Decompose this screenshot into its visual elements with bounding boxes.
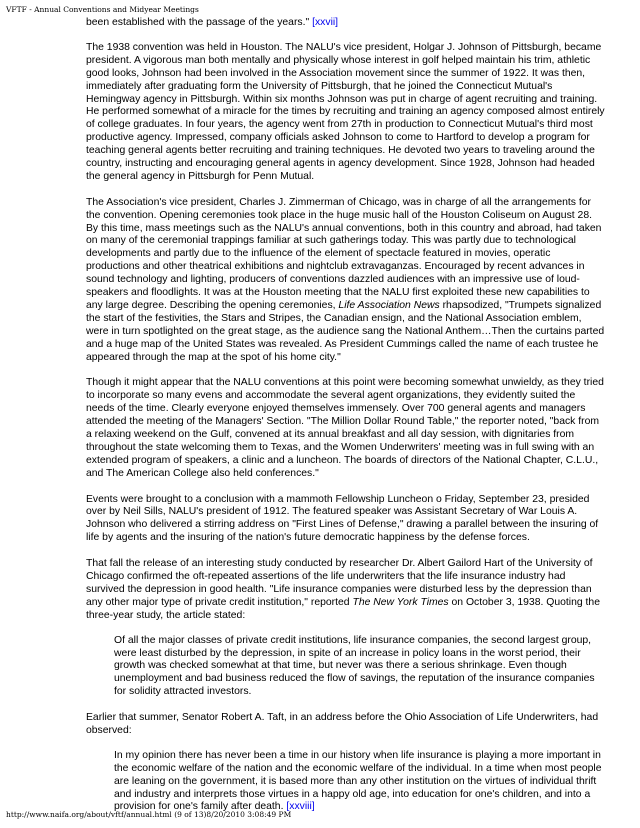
- paragraph-continuation: [86, 17, 606, 30]
- page-header: VFTF - Annual Conventions and Midyear Meetings: [6, 5, 199, 14]
- paragraph-fellowship-luncheon: Events were brought to a conclusion with a mammoth Fellowship Luncheon o Friday, September 23, presided over by Neil Sills, NALU's president of 1912. The featured speaker was Assistant Secretary of War Louis A. Johnson who delivered a stirring address on "First Lines of Defense," drawing a parallel between the insuring of life by agents and the insuring of the nation's future democratic happiness by the defense forces.: [86, 493, 599, 544]
- footnote-link-xxviii[interactable]: [xxviii]: [286, 801, 315, 813]
- paragraph-1938-convention: The 1938 convention was held in Houston. The NALU's vice president, Holgar J. Johnson of Pittsburgh, became president. A vigorous man both mentally and physically whose interest in golf helped maintain his trim, athletic good looks, Johnson had been involved in the Association movement since the summer of 1922. It was then, immediately after graduating form the University of Pittsburgh, that he joined the Connecticut Mutual's Hemingway agency in Pittsburgh. Within six months Johnson was put in charge of agent recruiting and training. He performed somewhat of a miracle for the times by recruiting and training an agency composed almost entirely of college graduates. In four years, the agency went from 27th in production to Connecticut Mutual's third most productive agency. Impressed, company officials asked Johnson to come to Hartford to develop a program for teaching general agents better recruiting and training techniques. He devoted two years to traveling around the country, instructing and encouraging general agents in agency development. Since 1928, Johnson had headed the general agency in Pittsburgh for Penn Mutual.: [86, 41, 605, 182]
- paragraph-study: [86, 558, 606, 623]
- paragraph-text: That fall the release of an interesting study conducted by researcher Dr. Albert Gailord Hart of the University of Chicago confirmed the oft-repeated assertions of the life underwriters that the life insurance industry had survived the depression in good health. "Life insurance companies were disturbed less by the depression than any other major type of private credit institution," reported: [86, 558, 593, 608]
- paragraph-text: been established with the passage of the years.": [86, 17, 310, 28]
- paragraph-conventions-unwieldy: Though it might appear that the NALU conventions at this point were becoming somewhat unwieldy, as they tried to incorporate so many evens and accommodate the several agent organizations, they evidently suited the needs of the time. Clearly everyone enjoyed themselves immensely. Over 700 general agents and managers attended the meeting of the Managers' Section. "The Million Dollar Round Table," the reporter noted, "back from a relaxing weekend on the Gulf, convened at its annual breakfast and all day session, with dignitaries from throughout the state welcoming them to Texas, and the Women Underwriters' meeting was in full swing with an extended program of speakers, a clinic and a luncheon. The boards of directors of the National Chapter, C.L.U., and The American College also held conferences.": [86, 377, 604, 479]
- paragraph-text: rhapsodized, "Trumpets signalized the start of the festivities, the Stars and Stripes, the Canadian ensign, and the National Association emblem, were in turn spotlighted on the great stage, as the audience sang the National Anthem…Then the curtains parted and a huge map of the United States was revealed. As President Cummings called the name of each trustee he appeared through the map at the spot of his home city.": [86, 300, 605, 363]
- paragraph-vice-president: [86, 197, 606, 365]
- article-body: [86, 17, 606, 827]
- paragraph-text: on October 3, 1938. Quoting the three-year study, the article stated:: [86, 596, 600, 621]
- footnote-link-xxvii[interactable]: [xxvii]: [312, 17, 339, 28]
- publication-title: The New York Times: [352, 596, 449, 608]
- paragraph-text: The Association's vice president, Charles J. Zimmerman of Chicago, was in charge of all the arrangements for the convention. Opening ceremonies took place in the huge music hall of the Houston Coliseum on August 28. By this time, mass meetings such as the NALU's annual conventions, both in this country and abroad, had taken on many of the ceremonial trappings familiar at such gatherings today. This was partly due to technological developments and partly due to the influence of the element of spectacle featured in movies, operatic productions and other theatrical exhibitions and nightclub extravaganzas. Encouraged by recent advances in sound technology and lighting, producers of conventions dazzled audiences with an impressive use of loud-speakers and floodlights. It was at the Houston meeting that the NALU first exploited these new capabilities to any large degree. Describing the opening ceremonies,: [86, 196, 602, 312]
- quote-text: In my opinion there has never been a time in our history when life insurance is playing a more important in the economic welfare of the nation and the economic welfare of the individual. In a time when most people are leaning on the government, it is based more than any other institution on the virtues of individual thrift and industry and interprets those virtues in a happy old age, into education for one's children, and into a provision for one's family after death.: [114, 749, 602, 813]
- publication-title: Life Association News: [338, 300, 440, 312]
- blockquote-study: Of all the major classes of private credit institutions, life insurance companies, the second largest group, were least disturbed by the depression, in spite of an increase in policy loans in the worst period, their growth was checked somewhat at that time, but never was there a serious shrinkage. Even though unemployment and bad business reduced the flow of savings, the reputation of the insurance companies for solidity attracted investors.: [114, 634, 595, 698]
- paragraph-taft: Earlier that summer, Senator Robert A. Taft, in an address before the Ohio Association of Life Underwriters, had observed:: [86, 712, 599, 736]
- page-footer: http://www.naifa.org/about/vftf/annual.html (9 of 13)8/20/2010 3:08:49 PM: [6, 810, 292, 819]
- blockquote-taft: [86, 750, 606, 815]
